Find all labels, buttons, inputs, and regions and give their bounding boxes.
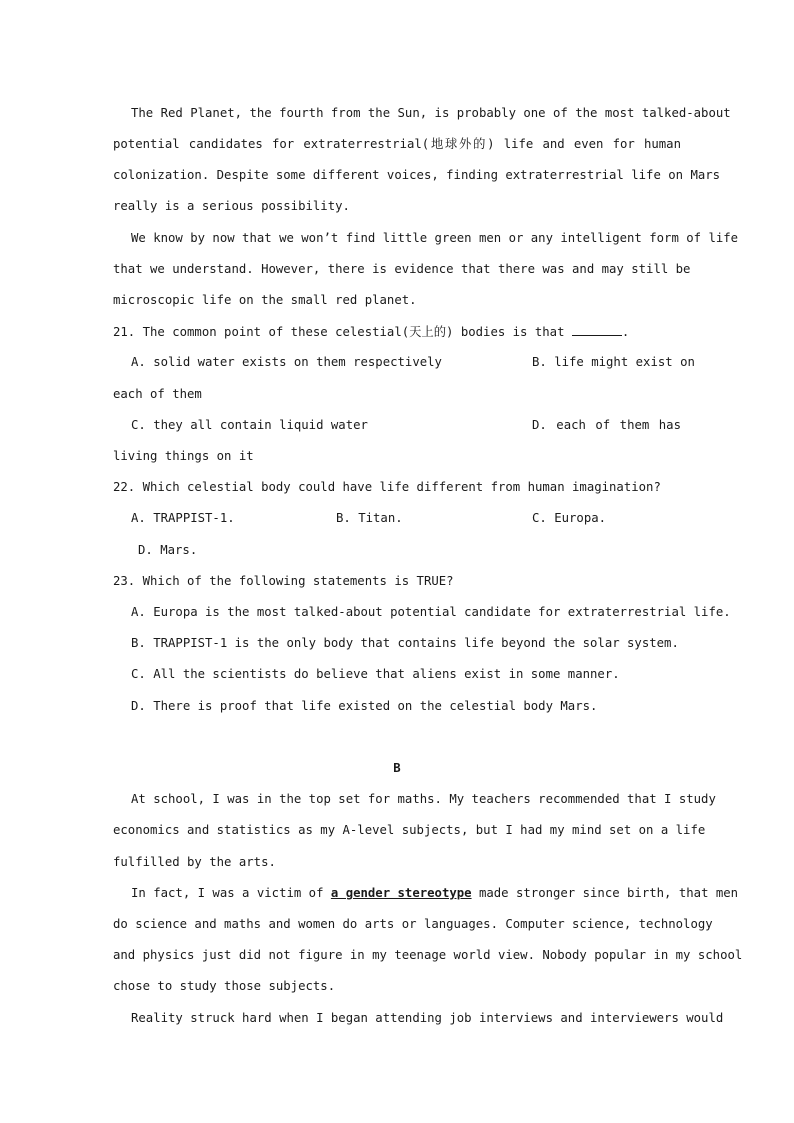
passage-a-p1-line4: really is a serious possibility. [113,199,350,213]
section-b-p1-line3: fulfilled by the arts. [113,855,276,869]
question-22-option-a: A. TRAPPIST-1. [131,511,235,525]
section-b-p1-line2: economics and statistics as my A-level subjects, but I had my mind set on a life [113,823,706,837]
question-22-option-c: C. Europa. [532,511,607,525]
passage-a-p2-line2: that we understand. However, there is evidence that there was and may still be [113,262,691,276]
question-21-option-a: A. solid water exists on them respectively [131,355,442,369]
question-21-stem-end: . [621,325,630,339]
section-b-p1-line1: At school, I was in the top set for maths. My teachers recommended that I study [131,792,716,806]
question-22-option-d: D. Mars. [138,543,198,557]
question-22-stem: 22. Which celestial body could have life different from human imagination? [113,480,661,494]
passage-a-p2-line1: We know by now that we won’t find little green men or any intelligent form of life [131,231,739,245]
section-b-heading: B [393,761,401,775]
answer-blank [572,323,622,336]
section-b-p2-line4: chose to study those subjects. [113,979,336,993]
question-22-option-b: B. Titan. [336,511,403,525]
question-21-stem [113,323,681,340]
passage-a-p1-line1: The Red Planet, the fourth from the Sun, is probably one of the most talked-about [131,106,731,120]
question-23-stem: 23. Which of the following statements is TRUE? [113,574,454,588]
question-23-option-d: D. There is proof that life existed on the celestial body Mars. [131,699,598,713]
question-21-stem-text: 21. The common point of these celestial(天上的) bodies is that [113,325,572,339]
section-b-p2-text-before: In fact, I was a victim of [131,886,331,900]
question-21-option-c: C. they all contain liquid water [131,418,368,432]
underlined-phrase: a gender stereotype [330,886,472,900]
question-21-option-d-cont: living things on it [113,449,254,463]
question-23-option-a: A. Europa is the most talked-about potential candidate for extraterrestrial life. [131,605,731,619]
section-b-p2-line3: and physics just did not figure in my teenage world view. Nobody popular in my school [113,948,743,962]
section-b-p2-line1 [131,885,739,901]
passage-a-p1-line2: potential candidates for extraterrestrial(地球外的) life and even for human [113,137,681,151]
passage-a-p1-line3: colonization. Despite some different voices, finding extraterrestrial life on Mars [113,168,721,182]
section-b-p2-text-after: made stronger since birth, that men [471,886,739,900]
passage-a-p2-line3: microscopic life on the small red planet. [113,293,417,307]
question-21-option-b: B. life might exist on [532,355,695,369]
question-23-option-b: B. TRAPPIST-1 is the only body that contains life beyond the solar system. [131,636,679,650]
question-21-option-d: D. each of them has [532,418,681,432]
question-21-option-b-cont: each of them [113,387,202,401]
section-b-p2-line2: do science and maths and women do arts or languages. Computer science, technology [113,917,713,931]
question-23-option-c: C. All the scientists do believe that aliens exist in some manner. [131,667,620,681]
section-b-p3-line1: Reality struck hard when I began attending job interviews and interviewers would [131,1011,724,1025]
